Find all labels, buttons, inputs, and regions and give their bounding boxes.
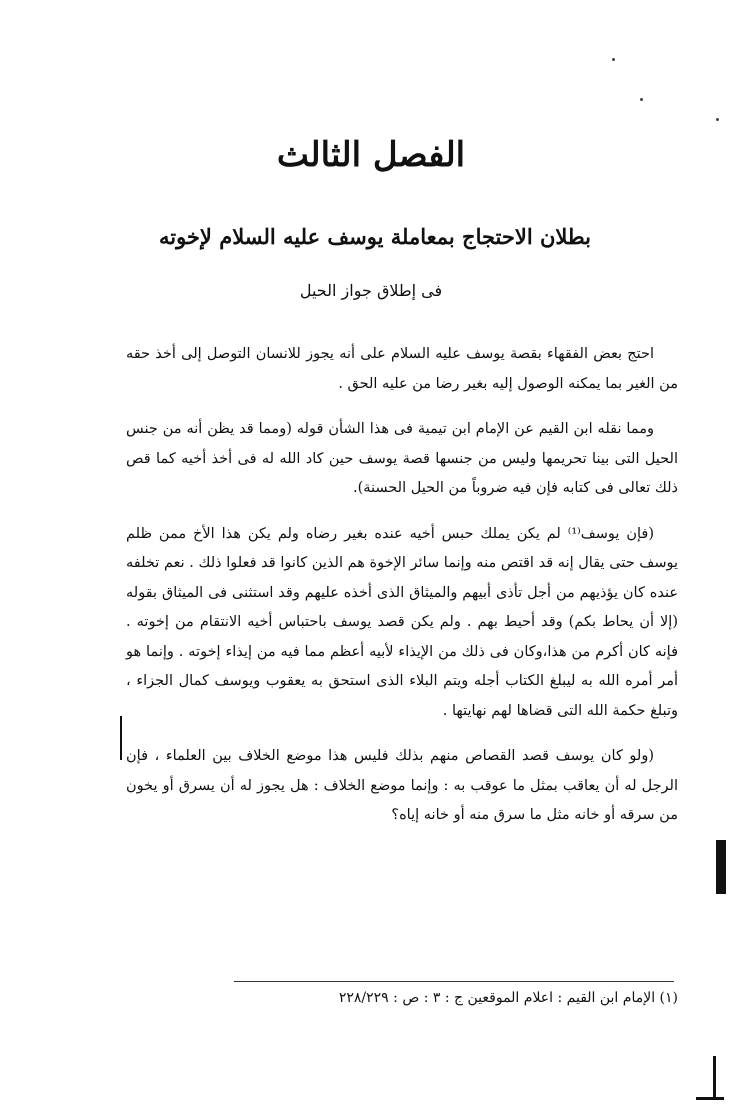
section-heading: بطلان الاحتجاج بمعاملة يوسف عليه السلام لإخوته xyxy=(158,224,592,249)
paragraph-2: ومما نقله ابن القيم عن الإمام ابن تيمية فى هذا الشأن قوله (ومما قد يظن أنه من جنس الحيل التى بينا تحريمها وليس من جنسها قصة يوسف حين كاد الله له فى أخذ أخيه كما قص ذلك تعالى فى كتابه فإن فيه ضروباً من الحيل الحسنة). xyxy=(126,421,678,496)
paragraph-4: (ولو كان يوسف قصد القصاص منهم بذلك فليس هذا موضع الخلاف بين العلماء ، فإن الرجل له أن يعاقب بمثل ما عوقب به : وإنما موضع الخلاف : هل يجوز له أن يسرق أو يخون من سرقه أو خانه مثل ما سرق منه أو خانه إياه؟ xyxy=(126,748,678,823)
paragraph-3: (فإن يوسف⁽¹⁾ لم يكن يملك حبس أخيه عنده بغير رضاه ولم يكن هذا الأخ ممن ظلم يوسف حتى يقال إنه قد اقتص منه وإنما سائر الإخوة هم الذين كانوا قد فعلوا ذلك . نعم تخلفه عنده كان يؤذيهم من أجل تأذى أبيهم والميثاق الذى أخذه عليهم وقد استثنى فى الميثاق بقوله (إلا أن يحاط بكم) وقد أحيط بهم . ولم يكن قصد يوسف باحتباس أخيه الانتقام من إخوته . فإنه كان أكرم من هذا،وكان فى ذلك من الإيذاء لأبيه أعظم مما فيه من إيذاء إخوته . وإنما هو أمر أمره الله به ليبلغ الكتاب أجله ويتم البلاء الذى استحق به يعقوب ويوسف كمال الجزاء ، وتبلغ حكمة الله التى قضاها لهم نهايتها . xyxy=(126,525,678,719)
scan-speck xyxy=(640,98,643,101)
corner-crop-mark xyxy=(698,1056,728,1104)
crop-mark-horizontal xyxy=(696,1097,724,1100)
scan-speck xyxy=(612,58,615,61)
body-text xyxy=(126,340,678,831)
footnote-divider xyxy=(234,981,674,982)
paragraph-1: احتج بعض الفقهاء بقصة يوسف عليه السلام على أنه يجوز للانسان التوصل إلى أخذ حقه من الغير بما يمكنه الوصول إليه بغير رضا من عليه الحق . xyxy=(126,346,678,392)
crop-mark-vertical xyxy=(713,1056,716,1100)
section-subheading: فى إطلاق جواز الحيل xyxy=(299,281,443,300)
scan-speck xyxy=(716,118,719,121)
margin-bracket xyxy=(120,716,122,760)
footnote: (١) الإمام ابن القيم : اعلام الموقعين ج : ٣ : ص : ٢٢٨/٢٢٩ xyxy=(338,990,678,1006)
margin-ink-mark xyxy=(716,840,726,894)
chapter-title: الفصل الثالث xyxy=(276,135,466,175)
